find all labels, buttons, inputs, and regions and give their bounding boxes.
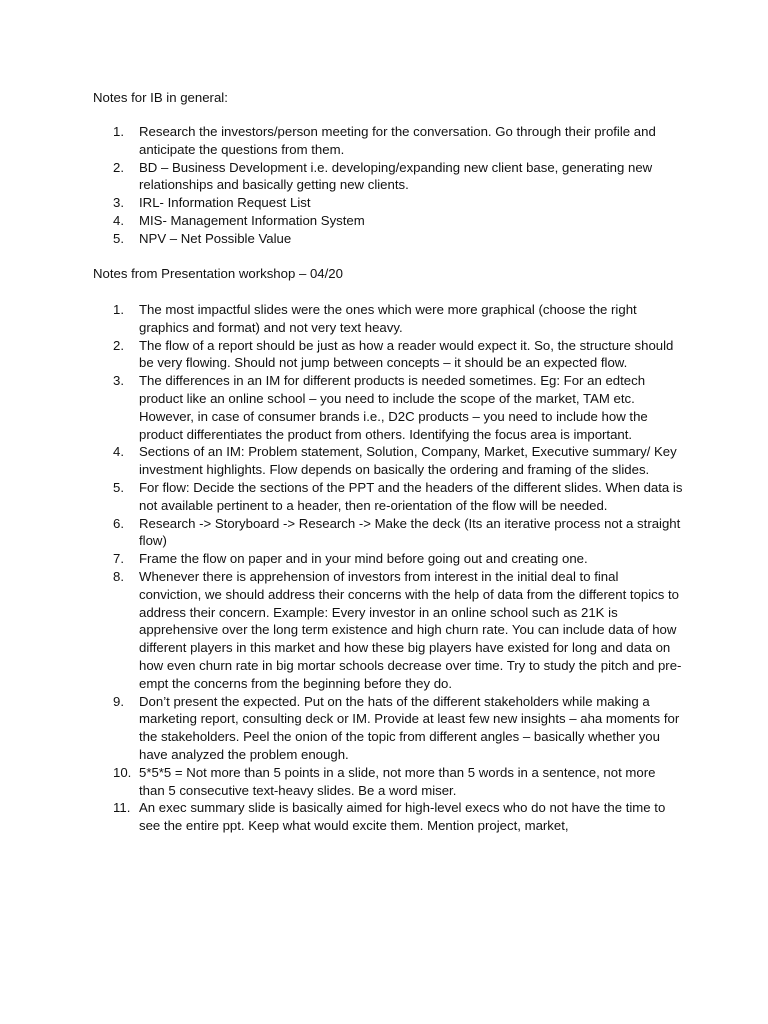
list-item-text: For flow: Decide the sections of the PPT and the headers of the different slides. When data is not available pertinent to a header, then re-orientation of the flow will be needed. — [139, 479, 683, 513]
list-item-text: The most impactful slides were the ones which were more graphical (choose the right graphics and format) and not very text heavy. — [139, 302, 637, 335]
list-item-number: 1. — [113, 302, 124, 317]
list-item-number: 5. — [113, 230, 124, 246]
list-item — [93, 212, 683, 230]
list-item-number: 1. — [113, 124, 124, 139]
list-item-text: Don’t present the expected. Put on the hats of the different stakeholders while making a marketing report, consulting deck or IM. Provide at least few new insights – aha moments for the stakeholders. Peel the onion of the topic from different angles – basically whether you have analyzed the problem enough. — [139, 693, 680, 762]
list-item — [93, 515, 683, 551]
general-notes-list — [93, 123, 683, 248]
list-item-text: Whenever there is apprehension of investors from interest in the initial deal to final conviction, we should address their concerns with the help of data from the different topics to address their concern. Example: Every investor in an online school such as 21K is apprehensive over the long term existence and high churn rate. You can include data of how different players in this market and how these big players have existed for long and data on how even churn rate in big mortar schools decrease over time. Try to study the pitch and pre-empt the concerns from the beginning before they do. — [139, 568, 682, 691]
list-item-text: Research the investors/person meeting for the conversation. Go through their profile and anticipate the questions from them. — [139, 124, 656, 157]
list-item-number: 4. — [113, 444, 124, 460]
list-item-number: 5. — [113, 479, 124, 495]
list-item-text: Sections of an IM: Problem statement, Solution, Company, Market, Executive summary/ Key investment highlights. Flow depends on basically the ordering and framing of the slides. — [139, 444, 677, 478]
list-item-number: 6. — [113, 515, 124, 531]
list-item-text: Research -> Storyboard -> Research -> Make the deck (Its an iterative process not a straight flow) — [139, 515, 681, 549]
list-item-number: 8. — [113, 568, 124, 584]
list-item — [93, 568, 683, 693]
list-item — [93, 693, 683, 764]
list-item — [93, 799, 683, 835]
list-item — [93, 764, 683, 800]
list-item-text: The differences in an IM for different products is needed sometimes. Eg: For an edtech product like an online school – you need to include the scope of the market, TAM etc. However, in case of consumer brands i.e., D2C products – you need to include how the product differentiates the product from others. Identifying the focus area is important. — [139, 373, 648, 442]
list-item-text: Frame the flow on paper and in your mind before going out and creating one. — [139, 551, 588, 567]
list-item — [93, 230, 683, 248]
list-item — [93, 123, 683, 159]
list-item-text: IRL- Information Request List — [139, 195, 311, 211]
list-item — [93, 372, 683, 443]
list-item-text: An exec summary slide is basically aimed for high-level execs who do not have the time to see the entire ppt. Keep what would excite them. Mention project, market, — [139, 800, 666, 834]
list-item-number: 11. — [113, 800, 131, 816]
list-item-text: 5*5*5 = Not more than 5 points in a slide, not more than 5 words in a sentence, not more than 5 consecutive text-heavy slides. Be a word miser. — [139, 764, 656, 798]
list-item-number: 3. — [113, 195, 124, 211]
list-item-number: 2. — [113, 159, 124, 175]
list-item-number: 7. — [113, 551, 124, 567]
list-item — [93, 479, 683, 515]
list-item-text: BD – Business Development i.e. developing/expanding new client base, generating new relationships and basically getting new clients. — [139, 159, 653, 193]
list-item — [93, 159, 683, 195]
list-item — [93, 443, 683, 479]
list-item-text: The flow of a report should be just as how a reader would expect it. So, the structure should be very flowing. Should not jump between concepts – it should be an expected flow. — [139, 337, 674, 371]
section-heading-workshop: Notes from Presentation workshop – 04/20 — [93, 266, 343, 281]
section-heading-general: Notes for IB in general: — [93, 90, 228, 105]
list-item-number: 2. — [113, 337, 124, 353]
list-item-number: 10. — [113, 764, 132, 780]
list-item-number: 4. — [113, 212, 124, 228]
list-item-number: 3. — [113, 373, 124, 389]
workshop-notes-list — [93, 301, 683, 835]
list-item — [93, 550, 683, 568]
list-item — [93, 194, 683, 212]
list-item — [93, 337, 683, 373]
list-item-text: NPV – Net Possible Value — [139, 230, 292, 246]
list-item — [93, 301, 683, 337]
list-item-number: 9. — [113, 693, 124, 709]
list-item-text: MIS- Management Information System — [139, 212, 365, 228]
